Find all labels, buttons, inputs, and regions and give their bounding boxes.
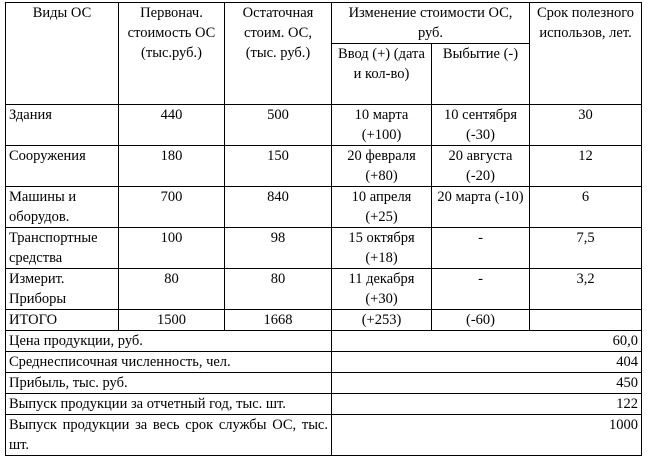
cell-output: 20 марта (-10)	[432, 187, 530, 228]
param-value: 450	[332, 373, 642, 394]
cell-initial: 100	[119, 228, 225, 269]
cell-input: 10 апреля (+25)	[332, 187, 432, 228]
param-label: Прибыль, тыс. руб.	[6, 373, 332, 394]
header-type: Виды ОС	[6, 3, 119, 105]
cell-residual: 150	[225, 146, 332, 187]
cell-output: -	[432, 228, 530, 269]
param-label: Среднесписочная численность, чел.	[6, 352, 332, 373]
total-initial: 1500	[119, 310, 225, 331]
cell-input: 20 февраля (+80)	[332, 146, 432, 187]
cell-initial: 80	[119, 269, 225, 310]
total-label: ИТОГО	[6, 310, 119, 331]
cell-type: Здания	[6, 105, 119, 146]
cell-residual: 98	[225, 228, 332, 269]
param-label: Выпуск продукции за отчетный год, тыс. шт.	[6, 394, 332, 415]
cell-residual: 500	[225, 105, 332, 146]
total-residual: 1668	[225, 310, 332, 331]
param-row	[6, 415, 642, 456]
header-cost-change: Изменение стоимости ОС, руб.	[332, 3, 530, 44]
header-row-1	[6, 3, 642, 44]
table-row	[6, 269, 642, 310]
cell-output: 10 сентября (-30)	[432, 105, 530, 146]
total-output: (-60)	[432, 310, 530, 331]
param-row	[6, 352, 642, 373]
cell-type: Измерит. Приборы	[6, 269, 119, 310]
cell-type: Сооружения	[6, 146, 119, 187]
header-useful-life: Срок полезного использов, лет.	[530, 3, 642, 105]
header-output: Выбытие (-)	[432, 44, 530, 105]
param-value: 60,0	[332, 331, 642, 352]
cell-initial: 180	[119, 146, 225, 187]
param-value: 122	[332, 394, 642, 415]
cell-input: 15 октября (+18)	[332, 228, 432, 269]
cell-residual: 80	[225, 269, 332, 310]
cell-input: 10 марта (+100)	[332, 105, 432, 146]
total-input: (+253)	[332, 310, 432, 331]
param-row	[6, 373, 642, 394]
cell-output: 20 августа (-20)	[432, 146, 530, 187]
param-value: 1000	[332, 415, 642, 456]
cell-term: 7,5	[530, 228, 642, 269]
cell-output: -	[432, 269, 530, 310]
header-residual-cost: Остаточная стоим. ОС, (тыс. руб.)	[225, 3, 332, 105]
cell-initial: 700	[119, 187, 225, 228]
total-row	[6, 310, 642, 331]
cell-type: Транспортные средства	[6, 228, 119, 269]
cell-input: 11 декабря (+30)	[332, 269, 432, 310]
header-input: Ввод (+) (дата и кол-во)	[332, 44, 432, 105]
cell-initial: 440	[119, 105, 225, 146]
cell-term: 12	[530, 146, 642, 187]
param-label: Цена продукции, руб.	[6, 331, 332, 352]
fixed-assets-table	[5, 2, 642, 456]
cell-term: 30	[530, 105, 642, 146]
table-row	[6, 228, 642, 269]
param-value: 404	[332, 352, 642, 373]
param-row	[6, 331, 642, 352]
cell-term: 6	[530, 187, 642, 228]
param-row	[6, 394, 642, 415]
table-row	[6, 146, 642, 187]
cell-residual: 840	[225, 187, 332, 228]
param-label: Выпуск продукции за весь срок службы ОС, тыс. шт.	[6, 415, 332, 456]
table-row	[6, 105, 642, 146]
total-term	[530, 310, 642, 331]
cell-type: Машины и оборудов.	[6, 187, 119, 228]
header-initial-cost: Первонач. стоимость ОС (тыс.руб.)	[119, 3, 225, 105]
table-row	[6, 187, 642, 228]
cell-term: 3,2	[530, 269, 642, 310]
